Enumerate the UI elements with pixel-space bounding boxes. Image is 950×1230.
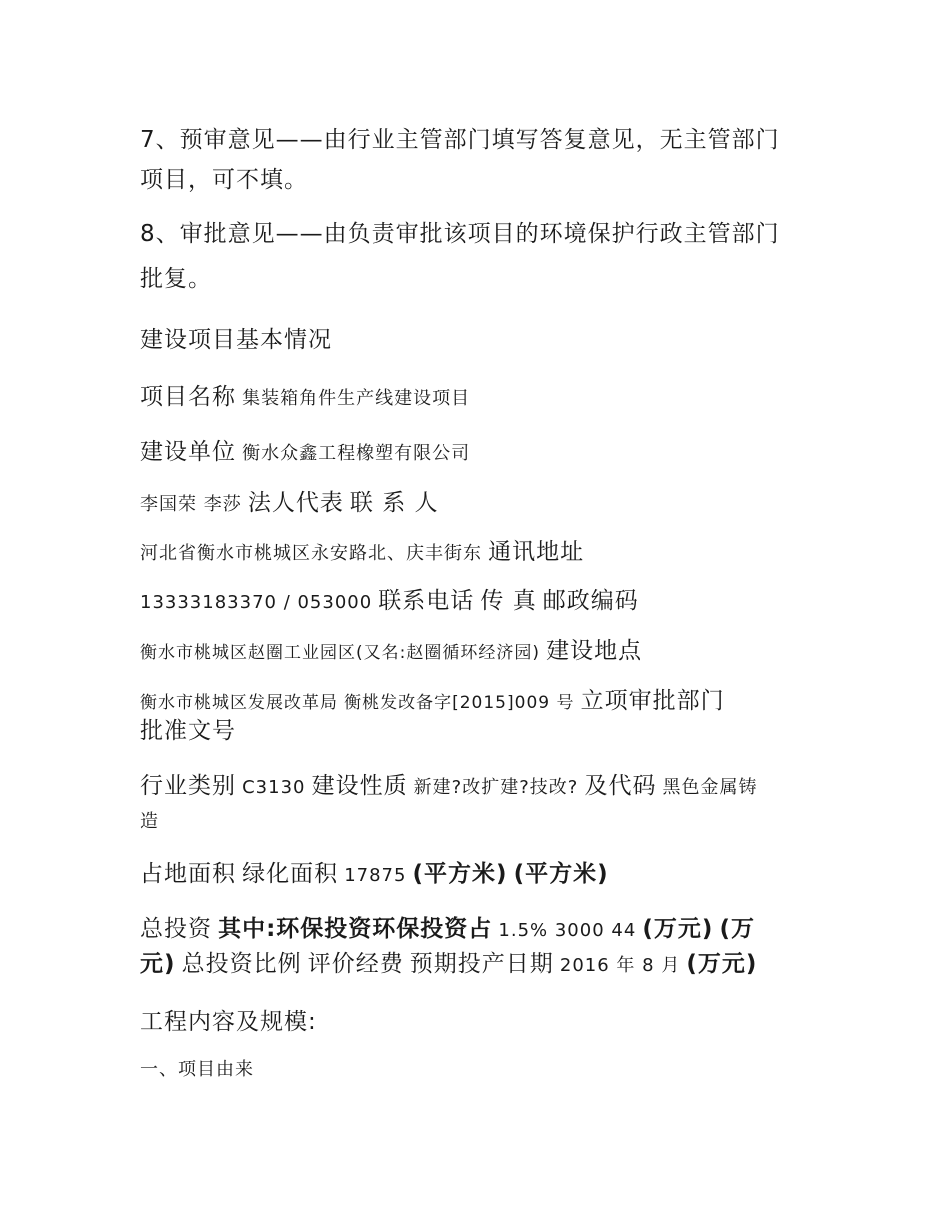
- approval-number-value: 衡桃发改备字[2015]009 号: [344, 693, 575, 713]
- production-date-label: 预期投产日期: [409, 951, 554, 977]
- investment-row-1: [140, 910, 755, 943]
- builder-row: [140, 433, 470, 466]
- phone-row: [140, 582, 639, 615]
- address-label: 通讯地址: [488, 539, 585, 565]
- approval-dept-label: 立项审批部门: [580, 688, 725, 714]
- section-title: 建设项目基本情况: [140, 327, 332, 353]
- investment-unit-1: (万元): [642, 916, 714, 942]
- phone-label: 联系电话: [378, 588, 475, 614]
- note-8-line-1: 8、审批意见——由负责审批该项目的环境保护行政主管部门: [140, 221, 780, 247]
- eval-fee-label: 评价经费: [307, 951, 404, 977]
- site-label: 建设地点: [546, 638, 643, 664]
- investment-unit-2: (万: [719, 916, 756, 942]
- phone-value: 13333183370 / 053000: [140, 592, 373, 613]
- approval-row: [140, 682, 725, 715]
- area-row: [140, 855, 609, 888]
- industry-category-value-cont: 造: [140, 811, 159, 832]
- code-label: 及代码: [584, 773, 657, 799]
- note-8-line-2: 批复。: [140, 266, 212, 292]
- contacts-row: [140, 484, 439, 517]
- investment-unit-2-cont: 元): [140, 951, 176, 977]
- area-value: 17875: [344, 865, 407, 886]
- address-row: [140, 533, 584, 566]
- industry-label: 行业类别: [140, 773, 236, 799]
- industry-row: [140, 767, 758, 800]
- legal-rep-label: 法人代表: [247, 490, 344, 516]
- note-7-line-1: 7、预审意见——由行业主管部门填写答复意见，无主管部门: [140, 127, 780, 153]
- project-name-label: 项目名称: [140, 384, 236, 410]
- investment-row-2: [140, 945, 757, 978]
- green-area-label: 绿化面积: [242, 861, 339, 887]
- project-name-value: 集装箱角件生产线建设项目: [242, 388, 471, 409]
- approval-number-label: 批准文号: [140, 718, 236, 744]
- ratio-label: 总投资比例: [181, 951, 302, 977]
- contacts-value: 李国荣 李莎: [140, 494, 242, 515]
- subsection-project-origin: 一、项目由来: [140, 1059, 254, 1080]
- approval-dept-value: 衡水市桃城区发展改革局: [140, 693, 338, 713]
- postcode-label: 邮政编码: [542, 588, 639, 614]
- project-name-row: [140, 378, 470, 411]
- contact-person-label: 联 系 人: [349, 490, 439, 516]
- investment-values: 1.5% 3000 44: [498, 920, 637, 941]
- address-value: 河北省衡水市桃城区永安路北、庆丰街东: [140, 543, 482, 564]
- investment-unit-3: (万元): [686, 951, 758, 977]
- nature-label: 建设性质: [311, 773, 408, 799]
- total-investment-label: 总投资: [140, 916, 212, 942]
- production-date-value: 2016 年 8 月: [559, 955, 681, 976]
- industry-code: C3130: [242, 777, 306, 798]
- fax-label: 传 真: [480, 588, 537, 614]
- note-7-line-2: 项目，可不填。: [140, 167, 308, 193]
- scope-title: 工程内容及规模:: [140, 1009, 317, 1035]
- industry-category-value: 黑色金属铸: [662, 777, 758, 798]
- area-unit-1: (平方米): [412, 861, 508, 887]
- env-investment-label: 其中:环保投资环保投资占: [218, 916, 493, 942]
- land-area-label: 占地面积: [140, 861, 236, 887]
- builder-value: 衡水众鑫工程橡塑有限公司: [242, 443, 471, 464]
- site-value: 衡水市桃城区赵圈工业园区(又名:赵圈循环经济园): [140, 643, 540, 663]
- area-unit-2: (平方米): [513, 861, 609, 887]
- site-row: [140, 632, 642, 665]
- nature-value: 新建?改扩建?技改?: [413, 777, 579, 798]
- builder-label: 建设单位: [140, 439, 236, 465]
